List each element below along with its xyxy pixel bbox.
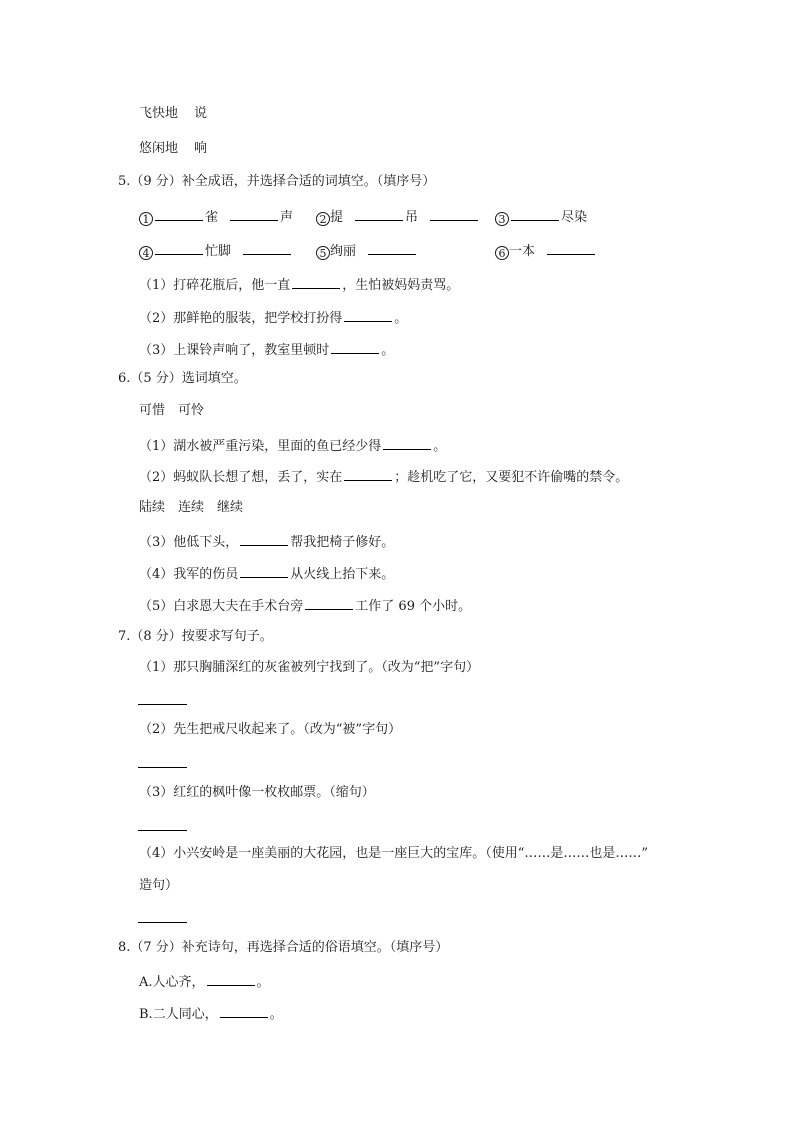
item-text-after: 工作了 69 个小时。 [355, 599, 472, 614]
q5-number: 5. [118, 174, 131, 189]
answer-line[interactable] [138, 922, 187, 923]
q8-item-b [139, 1005, 283, 1021]
answer-blank[interactable] [292, 276, 340, 289]
q5-idiom-3 [495, 208, 587, 224]
circled-number-icon: 3 [495, 212, 509, 226]
idiom-char: 声 [280, 210, 294, 225]
idiom-char: 忙脚 [205, 244, 232, 259]
q6-item-2 [139, 468, 628, 484]
idiom-blank[interactable] [547, 242, 595, 255]
answer-blank[interactable] [240, 565, 288, 578]
answer-line[interactable] [138, 830, 187, 831]
idiom-char: 尽染 [561, 210, 588, 225]
idiom-blank[interactable] [511, 208, 559, 221]
item-text-before: 湖水被严重污染，里面的鱼已经少得 [173, 439, 382, 454]
intro-word-right: 说 [194, 106, 208, 121]
answer-blank[interactable] [220, 1005, 268, 1018]
item-label: （2） [139, 311, 174, 326]
q5-idiom-6 [495, 242, 597, 258]
intro-line-1 [139, 106, 207, 122]
item-text-before: 二人同心， [152, 1007, 218, 1022]
q6-number: 6. [118, 371, 131, 386]
item-text: 先生把戒尺收起来了。（改为“被”字句） [173, 722, 402, 737]
item-text-before: 人心齐， [152, 975, 205, 990]
answer-line[interactable] [138, 767, 187, 768]
intro-word-left: 悠闲地 [139, 141, 179, 156]
q5-item-3 [139, 341, 394, 357]
q5-title: （9 分）补全成语，并选择合适的词填空。（填序号） [130, 174, 436, 189]
answer-blank[interactable] [331, 341, 379, 354]
item-text-after: 。 [256, 975, 270, 990]
intro-line-2 [139, 141, 207, 157]
item-text-before: 我军的伤员 [173, 567, 239, 582]
item-label: （1） [139, 439, 174, 454]
item-label: （3） [139, 343, 174, 358]
circled-number-icon: 5 [316, 246, 330, 260]
item-label: （4） [139, 567, 174, 582]
q6-item-5 [139, 597, 471, 613]
item-text-after: 帮我把椅子修好。 [290, 535, 395, 550]
q7-title: （8 分）按要求写句子。 [130, 629, 273, 644]
idiom-blank[interactable] [355, 208, 403, 221]
item-label: （2） [139, 722, 174, 737]
item-label: （1） [139, 278, 174, 293]
item-text: 那只胸脯深红的灰雀被列宁找到了。（改为“把”字句） [173, 660, 480, 675]
item-text-after: 。 [381, 343, 395, 358]
answer-blank[interactable] [240, 533, 288, 546]
answer-blank[interactable] [305, 597, 353, 610]
item-label: （5） [139, 599, 174, 614]
item-label: （2） [139, 470, 174, 485]
q8-number: 8. [118, 940, 131, 955]
item-label: （1） [139, 660, 174, 675]
item-text-before: 那鲜艳的服装，把学校打扮得 [173, 311, 343, 326]
item-text: 小兴安岭是一座美丽的大花园，也是一座巨大的宝库。（使用“……是……也是……” [173, 846, 649, 861]
item-label: （3） [139, 535, 174, 550]
q7-header [118, 629, 273, 645]
q5-idiom-2 [316, 208, 480, 224]
q5-idiom-4 [139, 242, 293, 258]
q6-word-group-1: 可惜 可怜 [139, 403, 205, 418]
circled-number-icon: 4 [139, 246, 153, 260]
idiom-blank[interactable] [155, 242, 203, 255]
q5-idiom-1 [139, 208, 293, 224]
circled-number-icon: 2 [316, 212, 330, 226]
q8-item-a [139, 973, 270, 989]
item-text-before: 白求恩大夫在手术台旁 [173, 599, 304, 614]
answer-line[interactable] [138, 704, 187, 705]
item-text-before: 上课铃声响了，教室里顿时 [173, 343, 330, 358]
q7-number: 7. [118, 629, 131, 644]
q8-header [118, 940, 448, 956]
intro-word-left: 飞快地 [139, 106, 179, 121]
idiom-blank[interactable] [430, 208, 478, 221]
item-text-after: 。 [394, 311, 408, 326]
q7-item-4 [139, 846, 648, 862]
idiom-blank[interactable] [155, 208, 203, 221]
item-text-after: 。 [433, 439, 447, 454]
answer-blank[interactable] [344, 468, 392, 481]
answer-blank[interactable] [207, 973, 255, 986]
idiom-char: 雀 [205, 210, 219, 225]
q7-item-1 [139, 660, 479, 676]
item-text-before: 他低下头， [173, 535, 239, 550]
item-label: （3） [139, 785, 174, 800]
item-label: （4） [139, 846, 174, 861]
q7-item-4-continuation: 造句） [139, 878, 179, 893]
item-text-after: ，生怕被妈妈责骂。 [342, 278, 460, 293]
item-label: A. [139, 975, 153, 990]
idiom-char: 一本 [509, 244, 536, 259]
idiom-blank[interactable] [368, 242, 416, 255]
item-label: B. [139, 1007, 153, 1022]
q5-idiom-5 [316, 242, 418, 258]
circled-number-icon: 1 [139, 212, 153, 226]
idiom-char: 提 [330, 210, 344, 225]
idiom-blank[interactable] [230, 208, 278, 221]
idiom-blank[interactable] [243, 242, 291, 255]
q5-header [118, 174, 435, 190]
answer-blank[interactable] [344, 309, 392, 322]
item-text-after: ；趁机吃了它，又要犯不许偷嘴的禁令。 [394, 470, 629, 485]
q6-title: （5 分）选词填空。 [130, 371, 247, 386]
intro-word-right: 响 [194, 141, 208, 156]
item-text-before: 打碎花瓶后，他一直 [173, 278, 291, 293]
item-text-after: 从火线上抬下来。 [290, 567, 395, 582]
q8-title: （7 分）补充诗句，再选择合适的俗语填空。（填序号） [130, 940, 449, 955]
q5-item-1 [139, 276, 459, 292]
q5-item-2 [139, 309, 407, 325]
q6-item-3 [139, 533, 394, 549]
idiom-char: 吊 [405, 210, 419, 225]
q7-item-2 [139, 722, 401, 738]
item-text-after: 。 [269, 1007, 283, 1022]
idiom-char: 绚丽 [330, 244, 357, 259]
q6-item-4 [139, 565, 394, 581]
q7-item-3 [139, 785, 375, 801]
q6-header [118, 371, 247, 387]
answer-blank[interactable] [383, 437, 431, 450]
q6-word-group-2: 陆续 连续 继续 [139, 500, 244, 515]
item-text: 红红的枫叶像一枚枚邮票。（缩句） [173, 785, 375, 800]
item-text-before: 蚂蚁队长想了想，丢了，实在 [173, 470, 343, 485]
q6-item-1 [139, 437, 446, 453]
circled-number-icon: 6 [495, 246, 509, 260]
